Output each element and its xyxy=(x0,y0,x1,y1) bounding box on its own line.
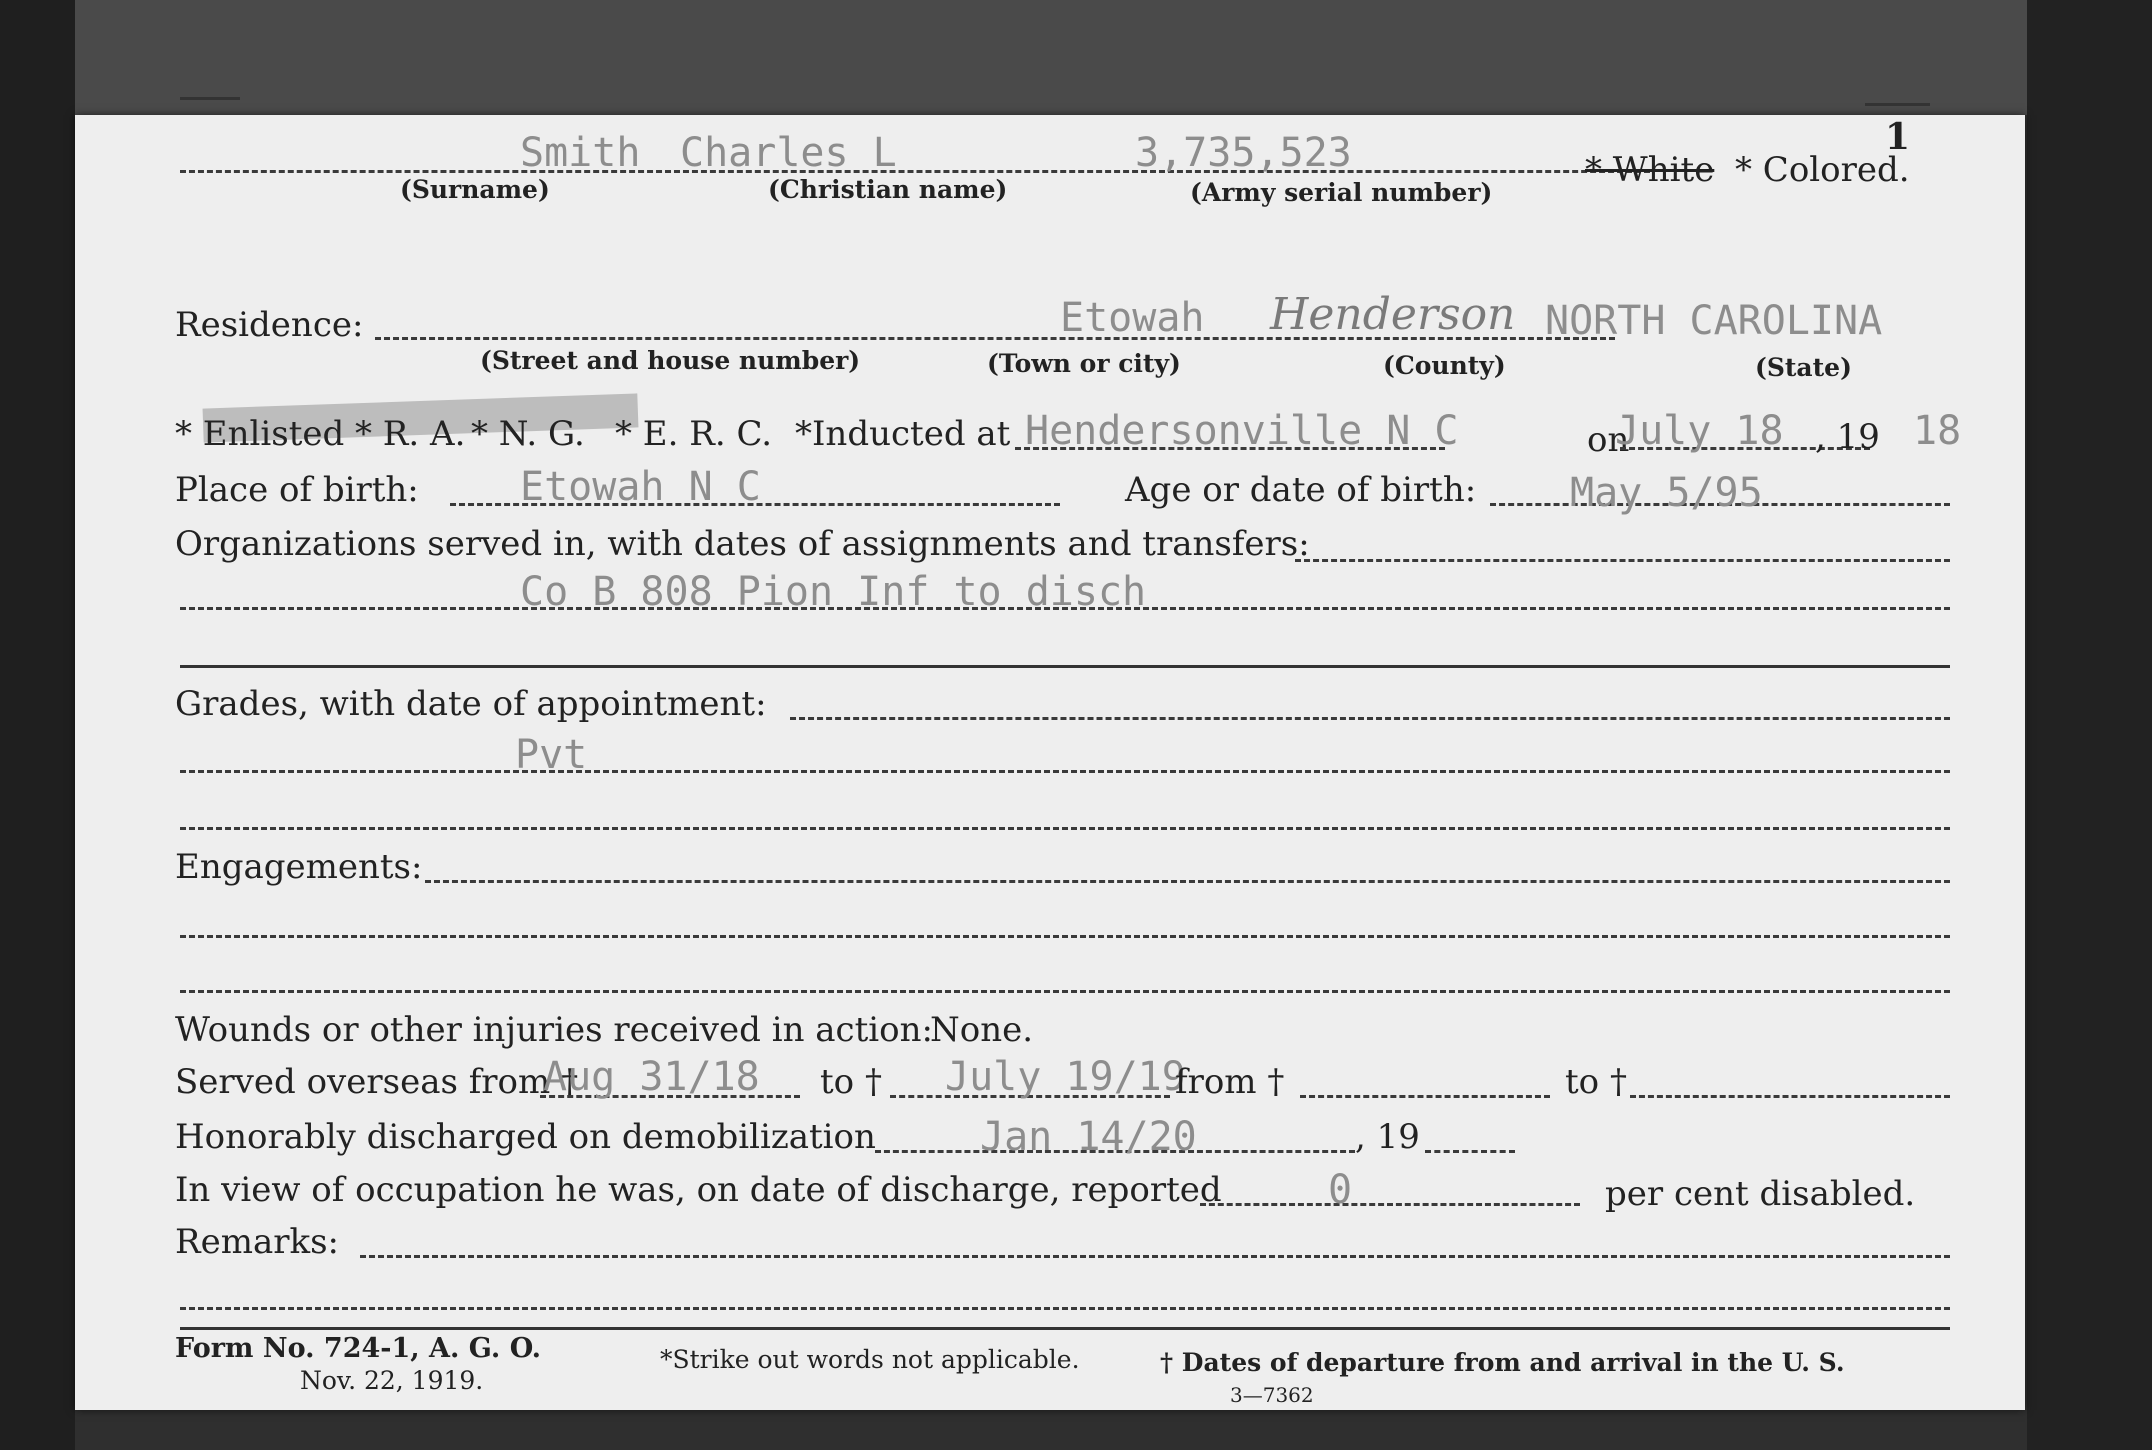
discharged-year: , 19 xyxy=(1355,1117,1420,1157)
surname-label: (Surname) xyxy=(400,175,550,204)
dates-note: † Dates of departure from and arrival in the U. S. xyxy=(1160,1348,1845,1377)
discharged-label: Honorably discharged on demobilization xyxy=(175,1117,876,1157)
serial-number-label: (Army serial number) xyxy=(1190,178,1493,207)
strike-note: *Strike out words not applicable. xyxy=(660,1345,1080,1374)
grade-value: Pvt xyxy=(515,732,588,778)
town-value: Etowah xyxy=(1060,295,1205,341)
engagements-line-1 xyxy=(425,880,1950,883)
street-label: (Street and house number) xyxy=(480,346,861,375)
name-line xyxy=(180,170,1650,173)
grades-label: Grades, with date of appointment: xyxy=(175,684,767,724)
grades-line-3 xyxy=(180,827,1950,830)
background-left xyxy=(0,0,75,1450)
state-label: (State) xyxy=(1755,353,1852,382)
overseas-label: Served overseas from † xyxy=(175,1062,579,1102)
inducted-label: *Inducted at xyxy=(795,414,1011,454)
card-number: 1 xyxy=(1885,116,1911,158)
background-right xyxy=(2027,0,2152,1450)
overseas-to-value: July 19/19 xyxy=(945,1054,1186,1100)
remarks-label: Remarks: xyxy=(175,1222,339,1262)
print-code: 3—7362 xyxy=(1230,1383,1314,1407)
organizations-line-3 xyxy=(180,665,1950,668)
remarks-line-1 xyxy=(360,1255,1950,1258)
from-label: from † xyxy=(1175,1062,1285,1102)
service-record-card xyxy=(75,115,2025,1410)
inducted-date-value: July 18 xyxy=(1615,408,1784,454)
from-line xyxy=(1300,1095,1550,1098)
birthplace-label: Place of birth: xyxy=(175,470,419,510)
ra-label: * R. A. xyxy=(355,414,466,454)
birthdate-value: May 5/95 xyxy=(1570,470,1763,516)
birthplace-value: Etowah N C xyxy=(520,464,761,510)
christian-name-value: Charles L xyxy=(680,130,897,176)
remarks-line-2 xyxy=(180,1307,1950,1310)
engagements-line-2 xyxy=(180,935,1950,938)
overseas-from-value: Aug 31/18 xyxy=(543,1054,760,1100)
to2-line xyxy=(1630,1095,1950,1098)
christian-name-label: (Christian name) xyxy=(768,175,1008,204)
surname-value: Smith xyxy=(520,130,641,176)
organization-value: Co B 808 Pion Inf to disch xyxy=(520,569,1147,615)
grades-line-2 xyxy=(180,770,1950,773)
background-top xyxy=(0,0,2152,115)
corner-rule-right xyxy=(1865,103,1930,106)
percent-disabled-value: 0 xyxy=(1328,1167,1353,1213)
organizations-label: Organizations served in, with dates of assignments and transfers: xyxy=(175,524,1310,564)
residence-label: Residence: xyxy=(175,305,364,345)
to2-label: to † xyxy=(1565,1062,1627,1102)
colored-label: * Colored. xyxy=(1735,150,1910,190)
discharge-date-value: Jan 14/20 xyxy=(980,1114,1197,1160)
engagements-line-3 xyxy=(180,990,1950,993)
town-label: (Town or city) xyxy=(987,349,1181,378)
disabled-label: per cent disabled. xyxy=(1605,1174,1916,1214)
white-label: * White xyxy=(1585,150,1715,190)
enlisted-label: * Enlisted xyxy=(175,414,345,454)
form-date: Nov. 22, 1919. xyxy=(300,1366,484,1395)
engagements-label: Engagements: xyxy=(175,847,423,887)
wounds-label: Wounds or other injuries received in action: xyxy=(175,1010,933,1050)
occupation-label: In view of occupation he was, on date of discharge, reported xyxy=(175,1170,1222,1210)
on-label: on xyxy=(1587,420,1630,460)
county-label: (County) xyxy=(1383,351,1506,380)
erc-label: * E. R. C. xyxy=(615,414,773,454)
disabled-line xyxy=(1200,1203,1580,1206)
county-value: Henderson xyxy=(1270,289,1516,340)
serial-number-value: 3,735,523 xyxy=(1135,130,1352,176)
inducted-at-value: Hendersonville N C xyxy=(1025,408,1459,454)
corner-rule xyxy=(180,97,240,100)
age-label: Age or date of birth: xyxy=(1125,470,1477,510)
organizations-line-1 xyxy=(1295,559,1950,562)
state-value: NORTH CAROLINA xyxy=(1545,298,1883,344)
grades-line-1 xyxy=(790,717,1950,720)
wounds-value: None. xyxy=(930,1010,1034,1050)
footer-rule xyxy=(180,1327,1950,1330)
ng-label: * N. G. xyxy=(471,414,585,454)
discharged-year-line xyxy=(1425,1150,1515,1153)
form-number: Form No. 724-1, A. G. O. xyxy=(175,1333,542,1364)
year-prefix: , 19 xyxy=(1815,417,1880,457)
inducted-year-value: 18 xyxy=(1913,408,1962,454)
to-label: to † xyxy=(820,1062,882,1102)
